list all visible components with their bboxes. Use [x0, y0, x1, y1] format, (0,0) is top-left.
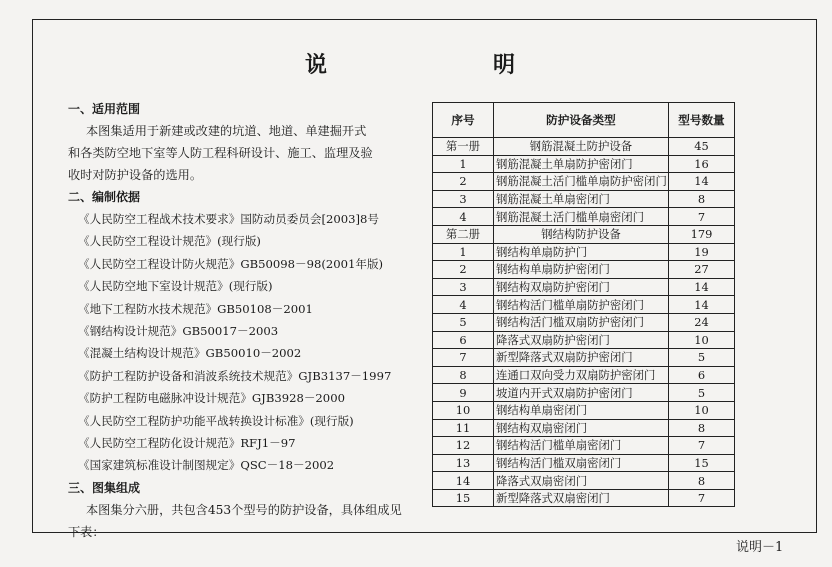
cell-qty: 45	[668, 138, 734, 156]
cell-no: 4	[433, 296, 494, 314]
cell-qty: 5	[668, 384, 734, 402]
reference-item: 《人民防空工程防化设计规范》RFJ1－97	[78, 435, 296, 450]
cell-type: 坡道内开式双扇防护密闭门	[493, 384, 668, 402]
cell-type: 钢结构单扇防护密闭门	[493, 261, 668, 279]
composition-line-1: 本图集分六册，共包含453个型号的防护设备，具体组成见	[86, 502, 402, 517]
cell-no: 11	[433, 419, 494, 437]
section-heading-scope: 一、适用范围	[68, 102, 141, 116]
table-row	[433, 190, 735, 208]
reference-item: 《防护工程防护设备和消波系统技术规范》GJB3137－1997	[78, 368, 392, 383]
cell-qty: 19	[668, 243, 734, 261]
reference-item: 《人民防空地下室设计规范》(现行版)	[78, 279, 273, 294]
section-heading-basis: 二、编制依据	[68, 190, 141, 204]
reference-item: 《混凝土结构设计规范》GB50010－2002	[78, 346, 302, 361]
cell-no: 15	[433, 489, 494, 507]
reference-item: 《人民防空工程设计防火规范》GB50098－98(2001年版)	[78, 256, 384, 271]
table-row	[433, 278, 735, 296]
cell-qty: 179	[668, 225, 734, 243]
scope-line-3: 收时对防护设备的选用。	[68, 168, 203, 182]
cell-qty: 27	[668, 261, 734, 279]
table-body	[433, 138, 735, 507]
header-type: 防护设备类型	[493, 103, 668, 138]
cell-type: 钢筋混凝土单扇密闭门	[493, 190, 668, 208]
reference-item: 《人民防空工程防护功能平战转换设计标准》(现行版)	[78, 413, 354, 428]
page-title: 说 明	[304, 53, 587, 78]
table-row	[433, 296, 735, 314]
reference-item: 《地下工程防水技术规范》GB50108－2001	[78, 301, 313, 316]
cell-type: 钢结构活门槛双扇防护密闭门	[493, 313, 668, 331]
cell-no: 2	[433, 173, 494, 191]
cell-no: 第一册	[433, 138, 494, 156]
cell-type: 钢筋混凝土防护设备	[493, 138, 668, 156]
reference-item: 《国家建筑标准设计制图规定》QSC－18－2002	[78, 458, 335, 473]
reference-list	[68, 208, 418, 477]
cell-qty: 8	[668, 190, 734, 208]
reference-item: 《钢结构设计规范》GB50017－2003	[78, 323, 279, 338]
cell-qty: 8	[668, 472, 734, 490]
cell-qty: 14	[668, 173, 734, 191]
cell-no: 13	[433, 454, 494, 472]
left-column	[68, 98, 418, 543]
cell-type: 新型降落式双扇防护密闭门	[493, 349, 668, 367]
cell-qty: 15	[668, 454, 734, 472]
cell-qty: 24	[668, 313, 734, 331]
equipment-table	[432, 102, 735, 507]
table-row	[433, 313, 735, 331]
table-row	[433, 331, 735, 349]
cell-no: 12	[433, 437, 494, 455]
table-row	[433, 366, 735, 384]
table-row	[433, 243, 735, 261]
cell-type: 钢筋混凝土单扇防护密闭门	[493, 155, 668, 173]
cell-qty: 10	[668, 331, 734, 349]
section-heading-composition: 三、图集组成	[68, 480, 141, 495]
cell-type: 钢结构活门槛单扇密闭门	[493, 437, 668, 455]
cell-no: 10	[433, 401, 494, 419]
cell-qty: 8	[668, 419, 734, 437]
volume-row	[433, 138, 735, 156]
cell-type: 钢结构单扇密闭门	[493, 401, 668, 419]
cell-type: 降落式双扇密闭门	[493, 472, 668, 490]
cell-no: 14	[433, 472, 494, 490]
cell-qty: 5	[668, 349, 734, 367]
reference-item: 《人民防空工程战术技术要求》国防动员委员会[2003]8号	[78, 212, 379, 226]
cell-type: 降落式双扇防护密闭门	[493, 331, 668, 349]
cell-type: 新型降落式双扇密闭门	[493, 489, 668, 507]
cell-no: 9	[433, 384, 494, 402]
cell-type: 钢结构活门槛双扇密闭门	[493, 454, 668, 472]
page-number: 说明－1	[736, 540, 784, 555]
table-row	[433, 261, 735, 279]
table-row	[433, 349, 735, 367]
cell-no: 3	[433, 278, 494, 296]
cell-qty: 10	[668, 401, 734, 419]
cell-type: 钢筋混凝土活门槛单扇防护密闭门	[493, 173, 668, 191]
header-qty: 型号数量	[668, 103, 734, 138]
cell-type: 钢结构防护设备	[493, 225, 668, 243]
table-row	[433, 173, 735, 191]
cell-no: 第二册	[433, 225, 494, 243]
header-no: 序号	[433, 103, 494, 138]
cell-qty: 14	[668, 278, 734, 296]
table-row	[433, 384, 735, 402]
cell-qty: 14	[668, 296, 734, 314]
cell-type: 钢结构双扇防护密闭门	[493, 278, 668, 296]
cell-no: 8	[433, 366, 494, 384]
scope-line-2: 和各类防空地下室等人防工程科研设计、施工、监理及验	[68, 146, 373, 160]
table-header-row	[433, 103, 735, 138]
reference-item: 《防护工程防电磁脉冲设计规范》GJB3928－2000	[78, 391, 345, 406]
cell-qty: 7	[668, 437, 734, 455]
cell-no: 2	[433, 261, 494, 279]
table-row	[433, 419, 735, 437]
cell-no: 1	[433, 243, 494, 261]
cell-type: 钢筋混凝土活门槛单扇密闭门	[493, 208, 668, 226]
cell-qty: 16	[668, 155, 734, 173]
composition-line-2: 下表：	[68, 524, 105, 539]
cell-no: 7	[433, 349, 494, 367]
cell-type: 钢结构单扇防护门	[493, 243, 668, 261]
table-row	[433, 472, 735, 490]
cell-qty: 7	[668, 208, 734, 226]
table-row	[433, 208, 735, 226]
scope-line-1: 本图集适用于新建或改建的坑道、地道、单建掘开式	[86, 124, 367, 138]
reference-item: 《人民防空工程设计规范》(现行版)	[78, 234, 261, 249]
cell-qty: 7	[668, 489, 734, 507]
table-row	[433, 437, 735, 455]
cell-type: 连通口双向受力双扇防护密闭门	[493, 366, 668, 384]
cell-no: 1	[433, 155, 494, 173]
volume-row	[433, 225, 735, 243]
table-row	[433, 155, 735, 173]
cell-qty: 6	[668, 366, 734, 384]
cell-no: 5	[433, 313, 494, 331]
cell-no: 3	[433, 190, 494, 208]
cell-type: 钢结构双扇密闭门	[493, 419, 668, 437]
table-row	[433, 401, 735, 419]
cell-no: 4	[433, 208, 494, 226]
table-row	[433, 489, 735, 507]
cell-type: 钢结构活门槛单扇防护密闭门	[493, 296, 668, 314]
cell-no: 6	[433, 331, 494, 349]
table-row	[433, 454, 735, 472]
